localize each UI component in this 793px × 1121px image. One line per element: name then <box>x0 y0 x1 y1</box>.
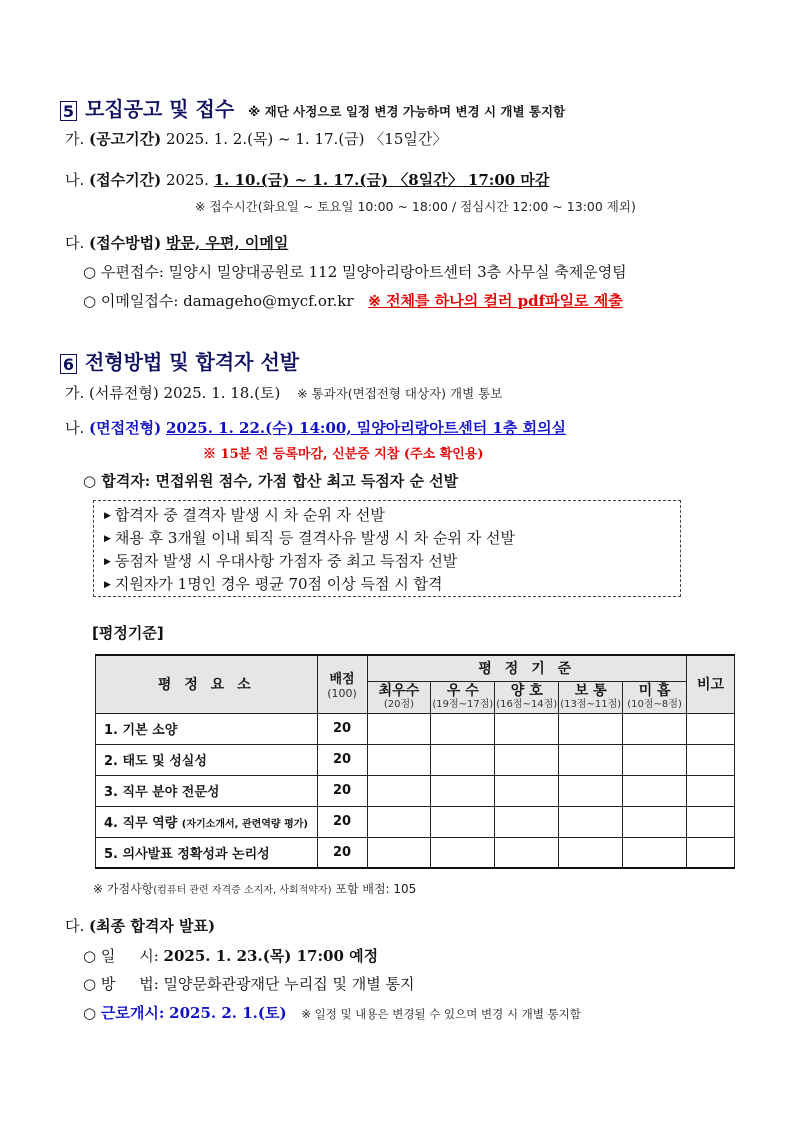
empty-cell <box>495 775 559 806</box>
note-detail: (컴퓨터 관련 자격증 소지자, 사회적약자) <box>153 885 332 896</box>
item-text: 2025. 1. 2.(목) ~ 1. 17.(금) 〈15일간〉 <box>165 130 448 148</box>
item-text: 2025. 2. 1.(토) <box>169 1004 287 1022</box>
triangle-bullet-icon: ▶ <box>104 534 111 544</box>
empty-cell <box>687 775 735 806</box>
grade-range: (10점~8점) <box>627 699 682 710</box>
triangle-bullet-icon: ▶ <box>104 557 111 567</box>
grade-header <box>623 681 687 713</box>
empty-cell <box>367 837 431 868</box>
grade-header <box>495 681 559 713</box>
empty-cell <box>687 806 735 837</box>
table-row <box>96 744 735 775</box>
note-label: 가점사항 <box>106 882 154 896</box>
mail-reception-item <box>83 261 627 282</box>
item-text: 합격자: 면접위원 점수, 가점 합산 최고 득점자 순 선발 <box>101 472 459 490</box>
item-year: 2025. <box>165 171 209 189</box>
final-announcement-line <box>65 915 215 936</box>
item-label: (접수기간) <box>89 171 162 189</box>
empty-cell <box>559 775 623 806</box>
item-note: ※ 통과자(면접전형 대상자) 개별 통보 <box>297 386 503 401</box>
section-title: 전형방법 및 합격자 선발 <box>85 350 300 374</box>
rule-text: 채용 후 3개월 이내 퇴직 등 결격사유 발생 시 차 순위 자 선발 <box>114 529 515 547</box>
table-row <box>96 837 735 868</box>
rule-text: 합격자 중 결격자 발생 시 차 순위 자 선발 <box>114 506 385 524</box>
grade-range: (19점~17점) <box>432 699 494 710</box>
rule-text: 동점자 발생 시 우대사항 가점자 중 최고 득점자 선발 <box>114 552 458 570</box>
circle-bullet-icon: ○ <box>83 472 97 490</box>
work-start-item <box>83 1002 581 1023</box>
row-label <box>96 837 318 868</box>
empty-cell <box>623 775 687 806</box>
announce-method-item <box>83 973 414 994</box>
empty-cell <box>495 806 559 837</box>
item-text: 2025. 1. 23.(목) 17:00 예정 <box>163 947 379 965</box>
circle-bullet-icon: ○ <box>83 263 97 281</box>
header-criteria: 평 정 기 준 <box>367 655 687 681</box>
item-prefix: 다. <box>65 234 85 252</box>
reception-method-line <box>65 232 288 253</box>
row-label <box>96 713 318 744</box>
circle-bullet-icon: ○ <box>83 947 97 965</box>
item-text: 이메일접수: damageho@mycf.or.kr <box>100 292 354 310</box>
empty-cell <box>367 744 431 775</box>
item-note: ※ 일정 및 내용은 변경될 수 있으며 변경 시 개별 통지함 <box>301 1007 581 1021</box>
row-label-text: 3. 직무 분야 전문성 <box>104 785 220 800</box>
header-note: 비고 <box>687 655 735 713</box>
row-label-text: 5. 의사발표 정확성과 논리성 <box>104 846 270 862</box>
grade-name: 양 호 <box>510 683 543 699</box>
interview-line <box>65 417 566 438</box>
table-row <box>96 713 735 744</box>
item-text: 1. 10.(금) ~ 1. 17.(금) 〈8일간〉 17:00 마감 <box>213 171 550 189</box>
row-label-text: 2. 태도 및 성실성 <box>104 754 207 769</box>
empty-cell <box>623 837 687 868</box>
section-5-heading <box>60 93 565 122</box>
empty-cell <box>431 837 495 868</box>
item-label: (공고기간) <box>89 130 162 148</box>
empty-cell <box>495 713 559 744</box>
rule-item <box>104 550 515 573</box>
bonus-note <box>93 880 416 897</box>
grade-name: 보 통 <box>574 683 607 699</box>
header-score-label: 배점 <box>329 672 355 688</box>
grade-range: (13점~11점) <box>560 699 622 710</box>
empty-cell <box>559 713 623 744</box>
grade-name: 우 수 <box>446 683 479 699</box>
grade-name: 최우수 <box>378 683 420 699</box>
empty-cell <box>431 775 495 806</box>
section-note: ※ 재단 사정으로 일정 변경 가능하며 변경 시 개별 통지함 <box>248 104 566 119</box>
grade-header <box>559 681 623 713</box>
item-key: 방 법: <box>100 975 159 993</box>
header-score-sub: (100) <box>327 687 357 701</box>
empty-cell <box>687 713 735 744</box>
empty-cell <box>687 837 735 868</box>
item-text: 방문, 우편, 이메일 <box>165 234 289 252</box>
reception-period-line <box>65 169 549 190</box>
empty-cell <box>495 837 559 868</box>
header-score <box>317 655 367 713</box>
row-label-sub: (자기소개서, 관련역량 평가) <box>181 819 308 830</box>
row-score: 20 <box>317 744 367 775</box>
row-label <box>96 806 318 837</box>
item-text: 2025. 1. 22.(수) 14:00, 밀양아리랑아트센터 1층 회의실 <box>165 419 567 437</box>
empty-cell <box>687 744 735 775</box>
grade-range: (20점) <box>383 699 415 710</box>
notice-period-line <box>65 128 447 149</box>
item-prefix: 가. <box>65 130 85 148</box>
empty-cell <box>623 744 687 775</box>
row-score: 20 <box>317 775 367 806</box>
item-label: (면접전형) <box>89 419 162 437</box>
item-text: 밀양문화관광재단 누리집 및 개별 통지 <box>163 975 415 993</box>
item-prefix: 나. <box>65 419 85 437</box>
row-label <box>96 775 318 806</box>
empty-cell <box>559 806 623 837</box>
evaluation-criteria-table <box>95 654 735 869</box>
empty-cell <box>367 806 431 837</box>
item-label: (접수방법) <box>89 234 162 252</box>
document-screening-line <box>65 382 502 403</box>
warning-text: ※ 전체를 하나의 컬러 pdf파일로 제출 <box>368 292 623 310</box>
circle-bullet-icon: ○ <box>83 1004 97 1022</box>
row-label-text: 1. 기본 소양 <box>104 723 178 738</box>
empty-cell <box>431 713 495 744</box>
item-text: (서류전형) 2025. 1. 18.(토) <box>89 384 281 402</box>
table-row <box>96 775 735 806</box>
row-score: 20 <box>317 837 367 868</box>
item-key: 근로개시: <box>100 1004 165 1022</box>
row-label-text: 4. 직무 역량 <box>104 816 182 831</box>
empty-cell <box>559 837 623 868</box>
item-label: (최종 합격자 발표) <box>89 917 216 935</box>
item-prefix: 다. <box>65 917 85 935</box>
section-6-heading <box>60 346 299 375</box>
reception-hours-note: ※ 접수시간(화요일 ~ 토요일 10:00 ~ 18:00 / 점심시간 12:00 ~ 13:00 제외) <box>195 199 636 214</box>
grade-header <box>367 681 431 713</box>
rule-item <box>104 504 515 527</box>
announce-date-item <box>83 945 378 966</box>
item-key: 일 시: <box>100 947 159 965</box>
section-number: 6 <box>60 354 77 374</box>
header-item: 평 정 요 소 <box>96 655 318 713</box>
grade-range: (16점~14점) <box>496 699 558 710</box>
empty-cell <box>367 775 431 806</box>
row-score: 20 <box>317 713 367 744</box>
item-text: 우편접수: 밀양시 밀양대공원로 112 밀양아리랑아트센터 3층 사무실 축제운영팀 <box>100 263 627 281</box>
table-row <box>96 806 735 837</box>
empty-cell <box>623 806 687 837</box>
empty-cell <box>367 713 431 744</box>
section-number: 5 <box>60 101 77 121</box>
rule-text: 지원자가 1명인 경우 평균 70점 이상 득점 시 합격 <box>114 575 443 593</box>
note-mark: ※ <box>93 882 104 896</box>
grade-header <box>431 681 495 713</box>
email-reception-item <box>83 290 623 311</box>
empty-cell <box>623 713 687 744</box>
note-score: 포함 배점: 105 <box>335 882 417 896</box>
section-title: 모집공고 및 접수 <box>85 97 235 121</box>
empty-cell <box>495 744 559 775</box>
empty-cell <box>559 744 623 775</box>
rules-box <box>93 500 681 597</box>
circle-bullet-icon: ○ <box>83 292 97 310</box>
rule-item <box>104 573 515 596</box>
row-label <box>96 744 318 775</box>
criteria-title: [평정기준] <box>92 624 164 642</box>
empty-cell <box>431 744 495 775</box>
row-score: 20 <box>317 806 367 837</box>
circle-bullet-icon: ○ <box>83 975 97 993</box>
pass-rule-item <box>83 470 458 491</box>
interview-warning: ※ 15분 전 등록마감, 신분증 지참 (주소 확인용) <box>203 447 484 462</box>
item-prefix: 가. <box>65 384 85 402</box>
grade-name: 미 흡 <box>638 683 671 699</box>
rule-item <box>104 527 515 550</box>
item-prefix: 나. <box>65 171 85 189</box>
triangle-bullet-icon: ▶ <box>104 511 111 521</box>
triangle-bullet-icon: ▶ <box>104 580 111 590</box>
empty-cell <box>431 806 495 837</box>
